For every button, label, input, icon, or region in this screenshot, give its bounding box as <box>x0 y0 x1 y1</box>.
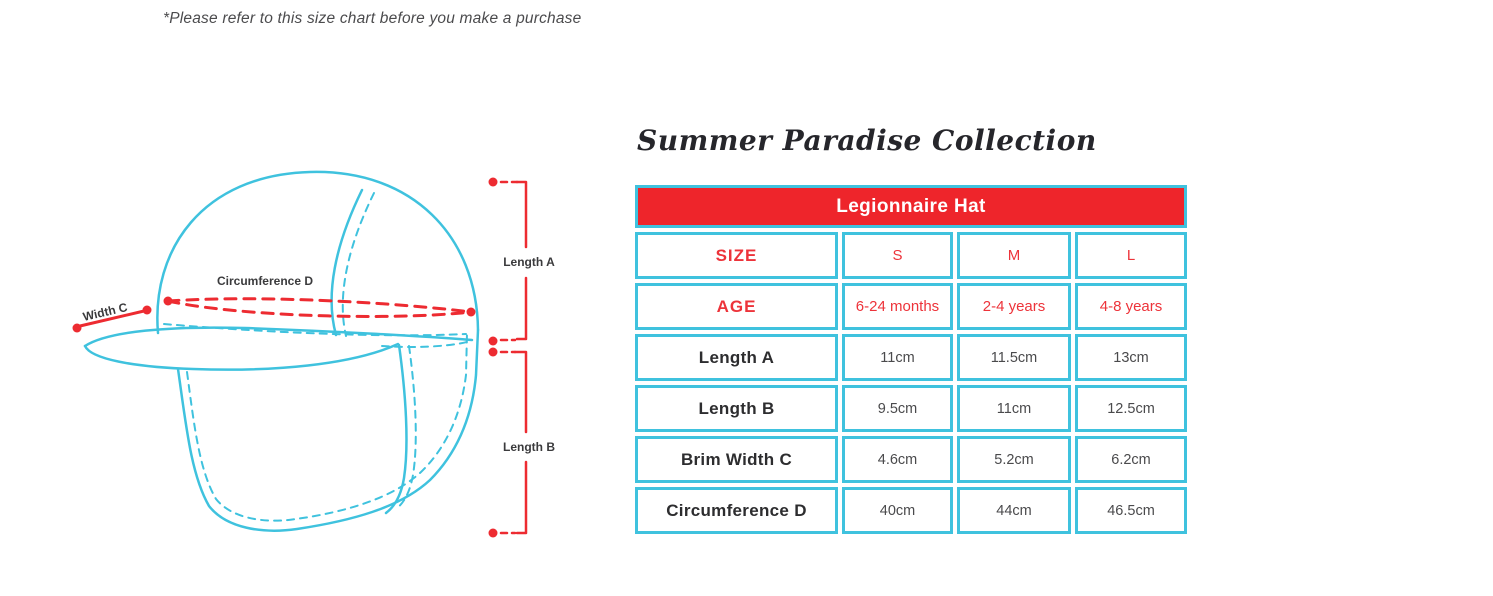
circumference-d-l: 46.5cm <box>1075 487 1187 534</box>
circumference-d-label: Circumference D <box>216 274 314 288</box>
length-a-label: Length A <box>503 255 555 269</box>
age-s: 6-24 months <box>842 283 953 330</box>
measurement-marks <box>80 182 526 533</box>
length-a-m: 11.5cm <box>957 334 1071 381</box>
circumference-d-s: 40cm <box>842 487 953 534</box>
disclaimer-text: *Please refer to this size chart before you make a purchase <box>163 10 582 27</box>
length-b-m: 11cm <box>957 385 1071 432</box>
length-a-s: 11cm <box>842 334 953 381</box>
row-length-b-label: Length B <box>635 385 838 432</box>
length-a-l: 13cm <box>1075 334 1187 381</box>
age-l: 4-8 years <box>1075 283 1187 330</box>
age-m: 2-4 years <box>957 283 1071 330</box>
length-b-l: 12.5cm <box>1075 385 1187 432</box>
size-chart-table <box>635 185 1187 534</box>
circumference-d-m: 44cm <box>957 487 1071 534</box>
size-m: M <box>957 232 1071 279</box>
row-circumference-d-label: Circumference D <box>635 487 838 534</box>
legionnaire-hat-diagram <box>40 140 600 560</box>
row-length-a-label: Length A <box>635 334 838 381</box>
measurement-dots <box>73 178 498 538</box>
size-s: S <box>842 232 953 279</box>
brim-width-c-l: 6.2cm <box>1075 436 1187 483</box>
length-b-label: Length B <box>503 440 555 454</box>
collection-title: Summer Paradise Collection <box>637 124 1097 157</box>
width-c-label: Width C <box>81 300 129 324</box>
hat-outline <box>85 172 478 531</box>
row-size-label: SIZE <box>635 232 838 279</box>
row-age-label: AGE <box>635 283 838 330</box>
length-b-s: 9.5cm <box>842 385 953 432</box>
table-title: Legionnaire Hat <box>635 185 1187 228</box>
row-brim-width-c-label: Brim Width C <box>635 436 838 483</box>
brim-width-c-m: 5.2cm <box>957 436 1071 483</box>
size-l: L <box>1075 232 1187 279</box>
brim-width-c-s: 4.6cm <box>842 436 953 483</box>
